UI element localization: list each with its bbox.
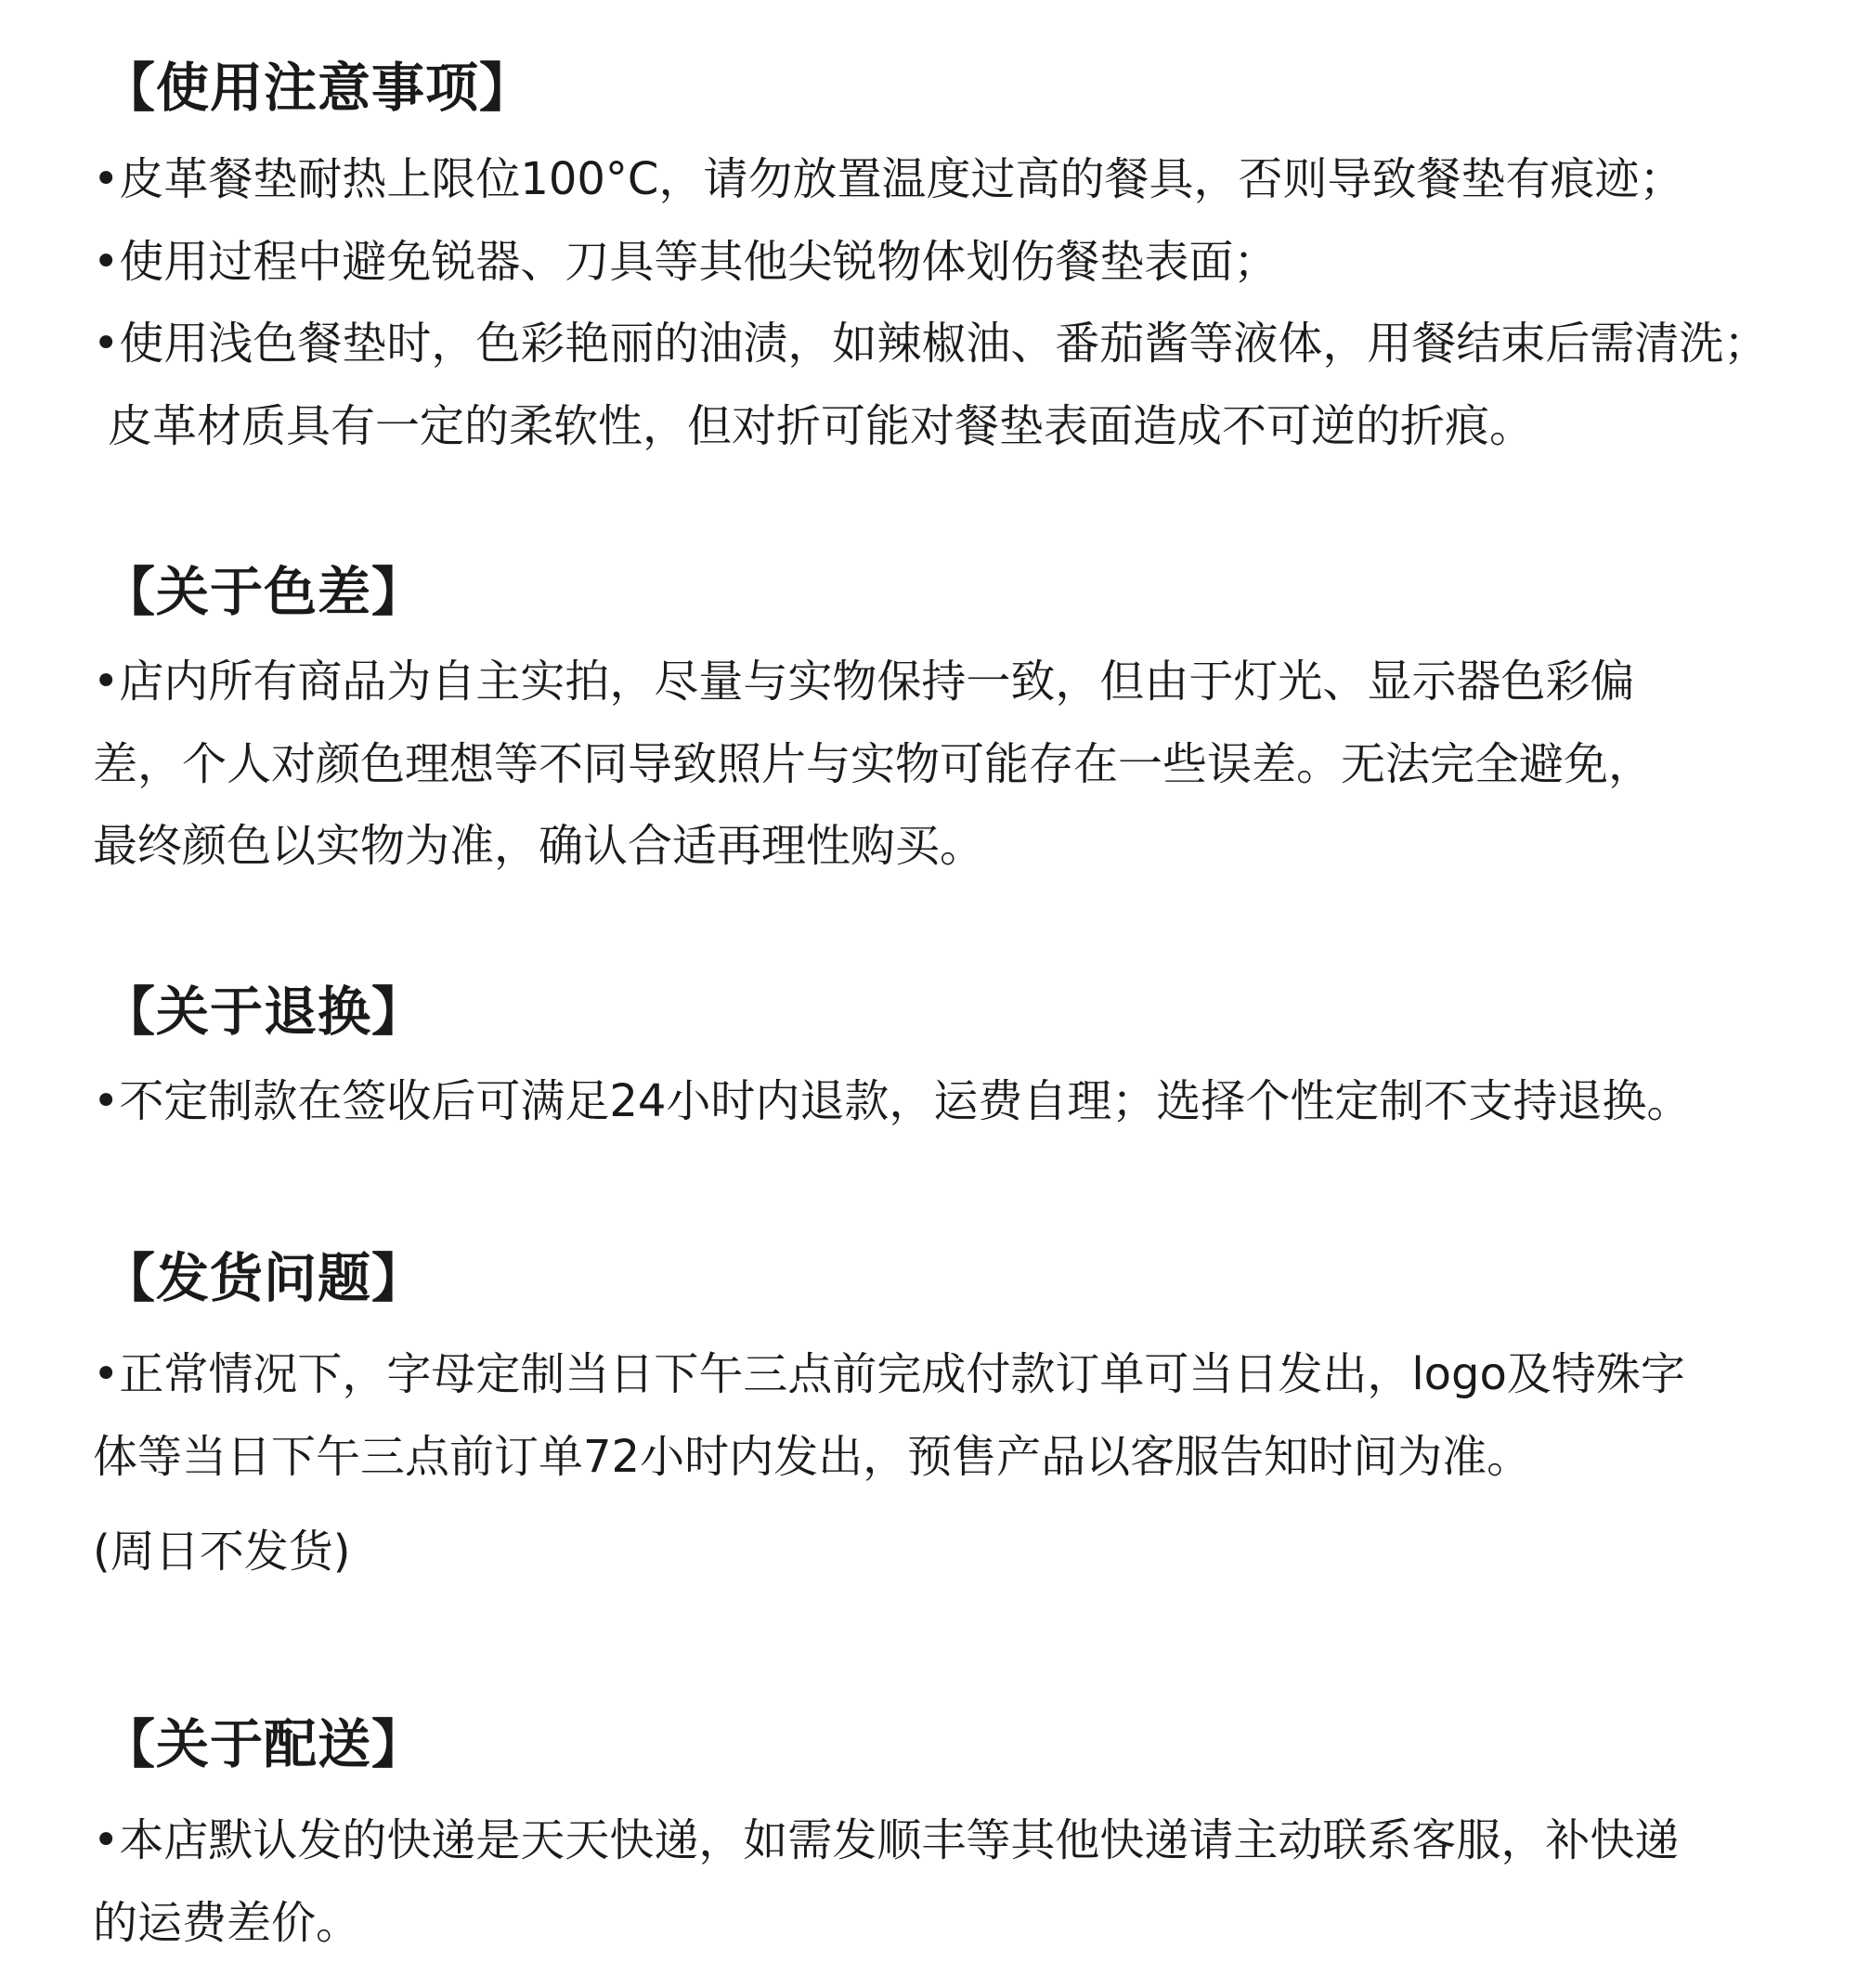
shipping-line-2: 体等当日下午三点前订单72小时内发出，预售产品以客服告知时间为准。 (93, 1431, 1532, 1483)
delivery-line-2: 的运费差价。 (93, 1897, 361, 1949)
usage-note-light-color-stains: •使用浅色餐垫时，色彩艳丽的油渍，如辣椒油、番茄酱等液体，用餐结束后需清洗； (93, 318, 1769, 370)
section-heading-returns: 【关于退换】 (102, 981, 425, 1043)
color-difference-line-2: 差，个人对颜色理想等不同导致照片与实物可能存在一些误差。无法完全避免， (93, 738, 1654, 790)
usage-note-heat-limit: •皮革餐垫耐热上限位100°C，请勿放置温度过高的餐具，否则导致餐垫有痕迹； (93, 153, 1684, 205)
delivery-line-1: •本店默认发的快递是天天快递，如需发顺丰等其他快递请主动联系客服，补快递 (93, 1814, 1680, 1866)
usage-note-folding: 皮革材质具有一定的柔软性，但对折可能对餐垫表面造成不可逆的折痕。 (108, 400, 1535, 452)
section-heading-delivery: 【关于配送】 (102, 1714, 425, 1775)
shipping-line-1: •正常情况下，字母定制当日下午三点前完成付款订单可当日发出，logo及特殊字 (93, 1348, 1685, 1400)
section-heading-color-difference: 【关于色差】 (102, 562, 425, 623)
returns-policy-line: •不定制款在签收后可满足24小时内退款，运费自理；选择个性定制不支持退换。 (93, 1075, 1692, 1127)
shipping-sunday-note: (周日不发货) (93, 1526, 351, 1578)
usage-note-sharp-objects: •使用过程中避免锐器、刀具等其他尖锐物体划伤餐垫表面； (93, 236, 1279, 288)
section-heading-shipping: 【发货问题】 (102, 1248, 425, 1309)
color-difference-line-1: •店内所有商品为自主实拍，尽量与实物保持一致，但由于灯光、显示器色彩偏 (93, 656, 1635, 708)
section-heading-usage-notes: 【使用注意事项】 (102, 58, 533, 119)
color-difference-line-3: 最终颜色以实物为准，确认合适再理性购买。 (93, 820, 985, 872)
